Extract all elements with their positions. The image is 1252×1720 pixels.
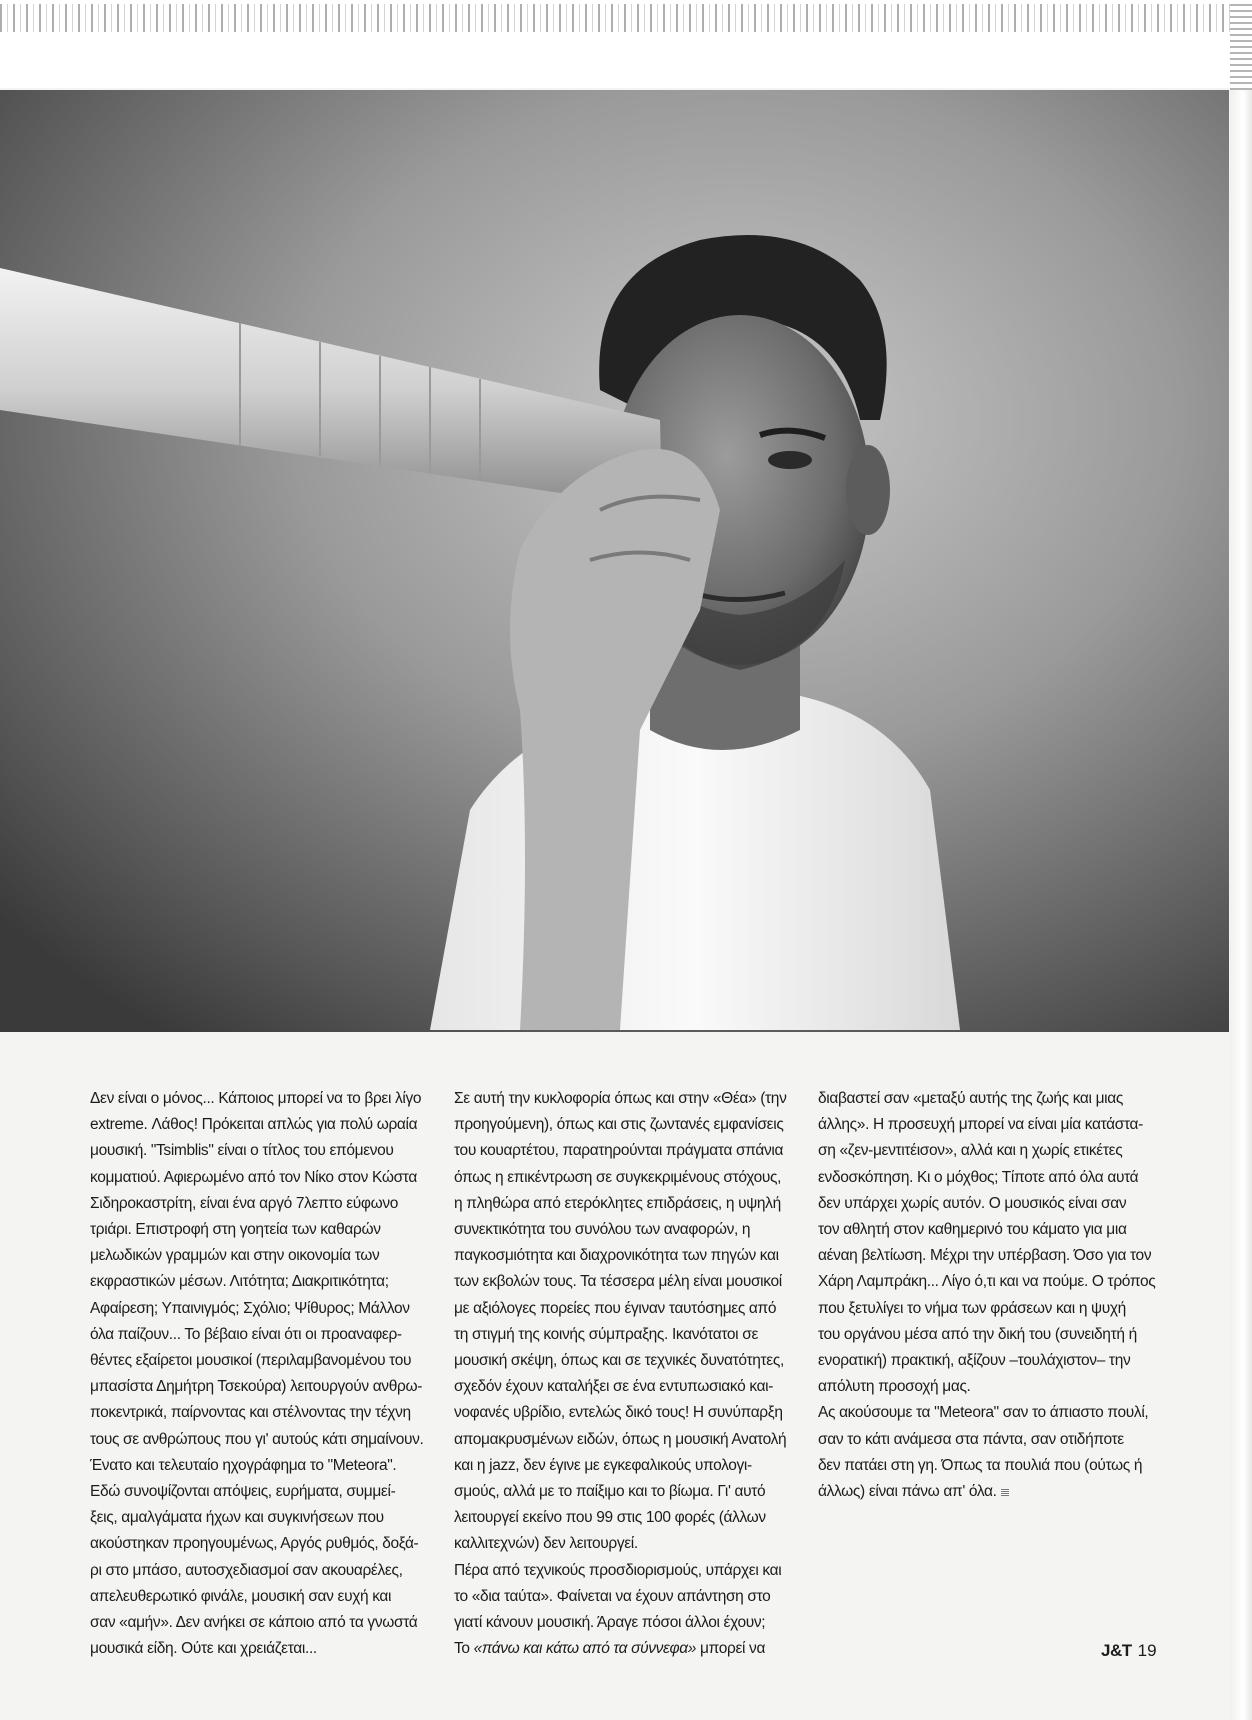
- text-line: τον αθλητή στον καθημερινό του κάματο για μια: [818, 1221, 1127, 1239]
- text-line: θέντες εξαίρετοι μουσικοί (περιλαμβανομένου του: [90, 1352, 412, 1370]
- text-line: με αξιόλογες πορείες που έγιναν ταυτόσημες από: [454, 1299, 777, 1317]
- text-line: κομματιού. Αφιερωμένο από τον Νίκο στον Κώστα: [90, 1168, 417, 1186]
- text-line: αέναη βελτίωση. Μέχρι την υπέρβαση. Όσο για τον: [818, 1247, 1152, 1265]
- text-line: τριάρι. Επιστροφή στη γοητεία των καθαρών: [90, 1221, 381, 1239]
- text-line: απομακρυσμένων ειδών, όπως η μουσική Ανατολή: [454, 1430, 787, 1448]
- text-line: μελωδικών γραμμών και στην οικονομία των: [90, 1247, 380, 1265]
- text-fragment: μπορεί να: [696, 1640, 766, 1658]
- text-line: απόλυτη προσοχή μας.: [818, 1378, 971, 1396]
- text-column-2: [454, 1086, 799, 1662]
- text-fragment: Το: [454, 1640, 474, 1658]
- text-line: μουσική σκέψη, όπως και σε τεχνικές δυνατότητες,: [454, 1352, 784, 1370]
- text-line: σμούς, αλλά με το παίξιμο και το βίωμα. Γι' αυτό: [454, 1483, 766, 1501]
- text-line: νοφανές υβρίδιο, εντελώς δικό τους! Η συνύπαρξη: [454, 1404, 783, 1422]
- text-line: όλα παίζουν... Το βέβαιο είναι ότι οι προαναφερ-: [90, 1325, 402, 1343]
- scan-edge-right: [1230, 0, 1252, 1720]
- text-line: το «δια ταύτα». Φαίνεται να έχουν απάντηση στο: [454, 1587, 771, 1605]
- text-line: σχεδόν έχουν καταλήξει σε ένα εντυπωσιακό και-: [454, 1378, 774, 1396]
- text-line: ενορατική) πρακτική, αξίζουν –τουλάχιστον– την: [818, 1352, 1131, 1370]
- text-line: καλλιτεχνών) δεν λειτουργεί.: [454, 1535, 638, 1553]
- album-title-italic: «πάνω και κάτω από τα σύννεφα»: [473, 1640, 697, 1658]
- portrait-photo-illustration: [0, 90, 1229, 1032]
- text-line: μπασίστα Δημήτρη Τσεκούρα) λειτουργούν ανθρω-: [90, 1378, 423, 1396]
- text-line: του κουαρτέτου, παρατηρούνται πράγματα σπάνια: [454, 1142, 784, 1160]
- text-line: συνεκτικότητα του συνόλου των αναφορών, η: [454, 1221, 751, 1239]
- text-fragment: άλλως) είναι πάνω απ' όλα.: [818, 1483, 997, 1501]
- text-line: Χάρη Λαμπράκη... Λίγο ό,τι και να πούμε. Ο τρόπος: [818, 1273, 1156, 1291]
- text-column-3: [818, 1086, 1158, 1505]
- text-line: Σε αυτή την κυκλοφορία όπως και στην «Θέα» (την: [454, 1090, 787, 1107]
- text-line: άλλης». Η προσευχή μπορεί να είναι μία κατάστα-: [818, 1116, 1143, 1134]
- page-folio: [1101, 1641, 1157, 1661]
- text-line: παγκοσμιότητα και διαχρονικότητα των πηγών και: [454, 1247, 779, 1265]
- text-line: σαν το κάτι ανάμεσα στα πάντα, σαν οτιδήποτε: [818, 1430, 1124, 1448]
- text-line: ακούστηκαν προηγουμένως, Αργός ρυθμός, δοξά-: [90, 1535, 419, 1553]
- magazine-brand: J&T: [1101, 1641, 1132, 1660]
- portrait-photo: [0, 90, 1229, 1032]
- text-line: Ένατο και τελευταίο ηχογράφημα το "Meteora".: [90, 1456, 397, 1474]
- photo-eye: [768, 451, 812, 469]
- text-line: όπως η επικέντρωση σε συγκεκριμένους στόχους,: [454, 1168, 782, 1186]
- text-line: τη στιγμή της κοινής σύμπραξης. Ικανότατοι σε: [454, 1325, 759, 1343]
- text-line: Δεν είναι ο μόνος... Κάποιος μπορεί να το βρει λίγο: [90, 1090, 422, 1107]
- text-line: δεν πατάει στη γη. Όπως τα πουλιά που (ούτως ή: [818, 1456, 1143, 1474]
- text-line: ξεις, αμαλγάματα ήχων και συγκινήσεων που: [90, 1509, 384, 1527]
- scan-edge-top: [0, 0, 1252, 88]
- text-line: τους σε ανθρώπους που γι' αυτούς κάτι σημαίνουν.: [90, 1430, 424, 1448]
- text-line: δεν υπάρχει χωρίς αυτόν. Ο μουσικός είναι σαν: [818, 1194, 1127, 1212]
- text-line: εκφραστικών μέσων. Λιτότητα; Διακριτικότητα;: [90, 1273, 389, 1291]
- text-line: Σιδηροκαστρίτη, είναι ένα αργό 7λεπτο εύφωνο: [90, 1194, 399, 1212]
- binding-stripes: [0, 4, 1230, 32]
- end-of-article-icon: [1001, 1489, 1009, 1496]
- text-line: extreme. Λάθος! Πρόκειται απλώς για πολύ ωραία: [90, 1116, 418, 1134]
- text-line: ποκεντρικά, παίρνοντας και στέλνοντας την τέχνη: [90, 1404, 411, 1422]
- text-line: Αφαίρεση; Υπαινιγμός; Σχόλιο; Ψίθυρος; Μάλλον: [90, 1299, 410, 1317]
- text-line-with-italic: [454, 1636, 799, 1662]
- text-line: ενδοσκόπηση. Κι ο μόχθος; Τίποτε από όλα αυτά: [818, 1168, 1139, 1186]
- text-line: Πέρα από τεχνικούς προσδιορισμούς, υπάρχει και: [454, 1561, 782, 1579]
- text-line: λειτουργεί εκείνο που 99 στις 100 φορές (άλλων: [454, 1509, 766, 1527]
- text-line-final: [818, 1479, 1158, 1505]
- text-line: ση «ζεν-μεντιτέισον», αλλά και η χωρίς ετικέτες: [818, 1142, 1123, 1160]
- text-line: προηγούμενη), όπως και στις ζωντανές εμφανίσεις: [454, 1116, 784, 1134]
- text-line: μουσικά είδη. Ούτε και χρειάζεται...: [90, 1640, 317, 1658]
- text-line: γιατί κάνουν μουσική. Άραγε πόσοι άλλοι έχουν;: [454, 1614, 766, 1632]
- text-line: που ξετυλίγει το νήμα των φράσεων και η ψυχή: [818, 1299, 1126, 1317]
- text-line: Ας ακούσουμε τα "Meteora" σαν το άπιαστο πουλί,: [818, 1404, 1149, 1422]
- text-line: η πληθώρα από ετερόκλητες επιδράσεις, η υψηλή: [454, 1194, 781, 1212]
- text-line: του οργάνου μέσα από την δική του (συνειδητή ή: [818, 1325, 1137, 1343]
- photo-ear: [846, 445, 890, 535]
- text-line: σαν «αμήν». Δεν ανήκει σε κάποιο από τα γνωστά: [90, 1614, 418, 1632]
- text-column-1: [90, 1086, 432, 1662]
- text-line: διαβαστεί σαν «μεταξύ αυτής της ζωής και μιας: [818, 1090, 1123, 1107]
- text-line: των εκβολών τους. Τα τέσσερα μέλη είναι μουσικοί: [454, 1273, 782, 1291]
- text-line: και η jazz, δεν έγινε με εγκεφαλικούς υπολογι-: [454, 1456, 752, 1474]
- text-line: μουσική. "Tsimblis" είναι ο τίτλος του επόμενου: [90, 1142, 394, 1160]
- text-line: ρι στο μπάσο, αυτοσχεδιασμοί σαν ακουαρέλες,: [90, 1561, 403, 1579]
- text-line: απελευθερωτικό φινάλε, μουσική σαν ευχή και: [90, 1587, 392, 1605]
- text-line: Εδώ συνοψίζονται απόψεις, ευρήματα, συμμεί-: [90, 1483, 396, 1501]
- scan-edge-right-stripes: [1230, 0, 1252, 90]
- page-number: 19: [1137, 1641, 1157, 1660]
